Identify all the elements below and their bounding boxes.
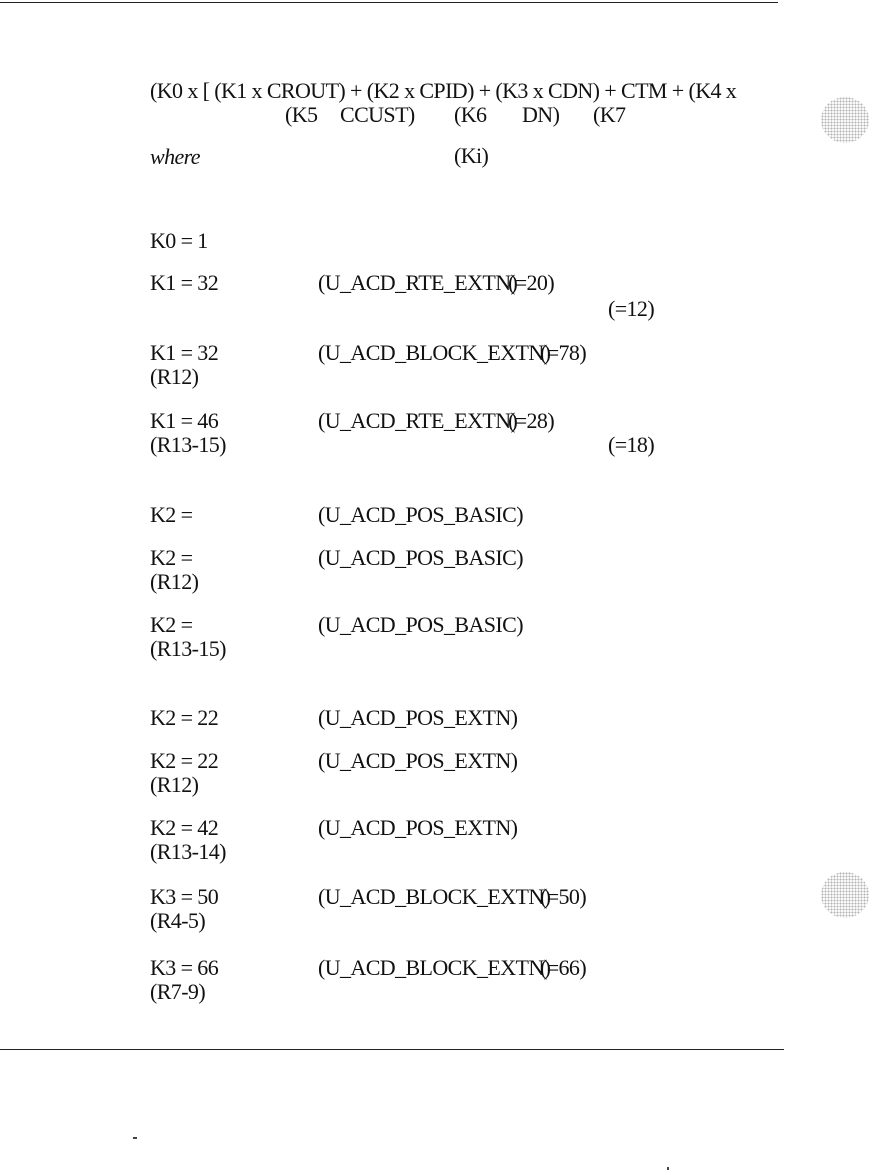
- constant-value: K0 = 1: [150, 228, 208, 253]
- constant-release: (R4-5): [150, 908, 206, 933]
- scan-dot: [667, 1167, 669, 1170]
- constant-value: K1 = 32: [150, 270, 219, 295]
- constant-unit: (U_ACD_POS_BASIC): [318, 502, 523, 527]
- constant-assign-secondary: (=12): [608, 296, 655, 321]
- constant-assign: (=66): [540, 955, 587, 980]
- constant-unit: (U_ACD_POS_EXTN): [318, 748, 518, 773]
- constant-release: (R7-9): [150, 979, 206, 1004]
- constant-release: (R12): [150, 569, 199, 594]
- scan-speck: [821, 872, 869, 918]
- constant-release: (R13-15): [150, 432, 226, 457]
- constant-assign: (=28): [508, 408, 555, 433]
- constant-release: (R13-15): [150, 636, 226, 661]
- constant-assign: (=78): [540, 340, 587, 365]
- formula-term-k5: (K5: [285, 102, 318, 127]
- constant-value: K1 = 46: [150, 408, 219, 433]
- ki-label: (Ki): [454, 143, 489, 168]
- scan-speck: [821, 97, 869, 143]
- constant-value: K1 = 32: [150, 340, 219, 365]
- constant-value: K2 =: [150, 545, 193, 570]
- formula-term-dn: DN): [522, 102, 560, 127]
- constant-unit: (U_ACD_POS_BASIC): [318, 545, 523, 570]
- constant-unit: (U_ACD_RTE_EXTN): [318, 270, 518, 295]
- constant-value: K2 = 22: [150, 748, 219, 773]
- constant-unit: (U_ACD_BLOCK_EXTN): [318, 955, 551, 980]
- formula-line-1: (K0 x [ (K1 x CROUT) + (K2 x CPID) + (K3 x CDN) + CTM + (K4 x: [150, 78, 737, 103]
- constant-unit: (U_ACD_BLOCK_EXTN): [318, 884, 551, 909]
- formula-term-k7: (K7: [593, 102, 626, 127]
- constant-release: (R12): [150, 364, 199, 389]
- bottom-rule: [0, 1049, 784, 1050]
- formula-term-k6: (K6: [454, 102, 487, 127]
- constant-unit: (U_ACD_POS_EXTN): [318, 815, 518, 840]
- where-label: where: [150, 144, 200, 169]
- constant-release: (R12): [150, 772, 199, 797]
- constant-unit: (U_ACD_POS_EXTN): [318, 705, 518, 730]
- constant-assign-secondary: (=18): [608, 432, 655, 457]
- constant-value: K3 = 66: [150, 955, 219, 980]
- scan-dot: [133, 1137, 137, 1139]
- constant-value: K2 =: [150, 612, 193, 637]
- constant-value: K2 = 22: [150, 705, 219, 730]
- constant-unit: (U_ACD_RTE_EXTN): [318, 408, 518, 433]
- formula-term-ccust: CCUST): [340, 102, 415, 127]
- constant-value: K3 = 50: [150, 884, 219, 909]
- constant-value: K2 =: [150, 502, 193, 527]
- constant-unit: (U_ACD_POS_BASIC): [318, 612, 523, 637]
- constant-assign: (=50): [540, 884, 587, 909]
- constant-value: K2 = 42: [150, 815, 219, 840]
- constant-unit: (U_ACD_BLOCK_EXTN): [318, 340, 551, 365]
- top-rule: [0, 2, 778, 3]
- constant-release: (R13-14): [150, 839, 226, 864]
- constant-assign: (=20): [508, 270, 555, 295]
